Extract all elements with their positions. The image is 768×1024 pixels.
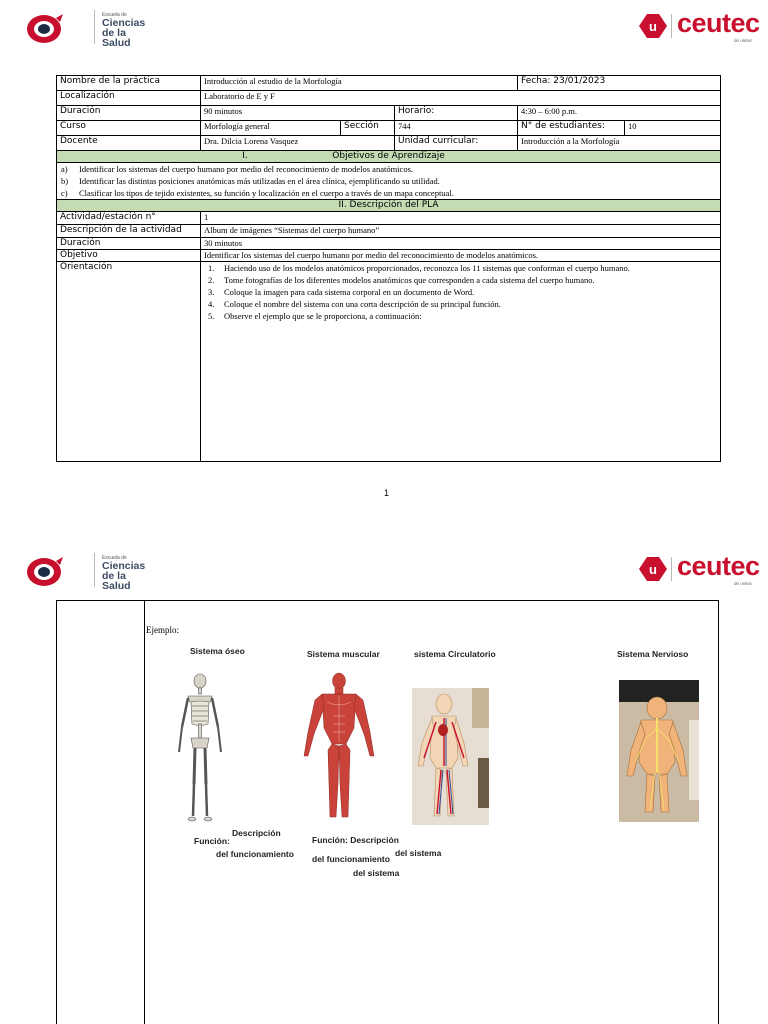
pla-duracion-value: 30 minutos [201, 238, 721, 250]
estudiantes-label: N° de estudiantes: [518, 121, 625, 136]
practice-table [56, 75, 721, 462]
orientacion-step: 5. Observe el ejemplo que se le proporciona, a continuación: [208, 311, 422, 321]
func2-d: del sistema [353, 868, 400, 878]
duracion-value: 90 minutos [201, 106, 395, 121]
circulatory-photo [412, 688, 489, 825]
curso-value: Morfología general [201, 121, 341, 136]
orientacion-step: 2. Tome fotografías de los diferentes modelos anatómicos que corresponden a cada sistema del cuerpo humano. [208, 275, 595, 285]
school-logo [26, 553, 146, 592]
func1-a: Función: [194, 836, 230, 846]
func1-b: Descripción [232, 828, 281, 838]
nervous-photo [619, 680, 699, 822]
school-emblem-icon [26, 555, 64, 588]
seccion-label: Sección [341, 121, 395, 136]
func2-c: del sistema [395, 848, 442, 858]
school-name-1: Ciencias [102, 560, 146, 572]
pla-duracion-label: Duración [57, 238, 201, 250]
practica-value: Introducción al estudio de la Morfología [201, 76, 518, 91]
ceutec-subtitle: de unitec [734, 581, 753, 586]
descripcion-value: Album de imágenes “Sistemas del cuerpo humano” [201, 225, 721, 238]
school-logo [26, 10, 146, 49]
descripcion-label: Descripción de la actividad [57, 225, 201, 238]
ceutec-emblem-icon [638, 555, 668, 583]
svg-text:u: u [649, 562, 657, 577]
ceutec-wordmark: ceutec [677, 551, 760, 581]
objetivo-value: Identificar los sistemas del cuerpo humano por medio del reconocimiento de modelos anatómicos. [201, 250, 721, 262]
seccion-value: 744 [395, 121, 518, 136]
fecha: Fecha: 23/01/2023 [518, 76, 721, 91]
pla-header: II. Descripción del PLA [57, 200, 721, 212]
horario-value: 4:30 – 6:00 p.m. [518, 106, 721, 121]
orientacion-steps [201, 262, 721, 462]
system-label-oseo: Sistema óseo [190, 646, 245, 656]
objetivos-num: I. [242, 151, 248, 161]
objetivo-item: b) Identificar las distintas posiciones anatómicas más utilizadas en el área clínica, ejemplificando su utilidad. [61, 176, 440, 186]
objetivo-item: a) Identificar los sistemas del cuerpo humano por medio del reconocimiento de modelos anatómicos. [61, 164, 414, 174]
muscular-image [302, 672, 376, 824]
actividad-value: 1 [201, 212, 721, 225]
skeleton-image [176, 672, 224, 824]
duracion-label: Duración [57, 106, 201, 121]
actividad-label: Actividad/estación n° [57, 212, 201, 225]
objetivos-title: Objetivos de Aprendizaje [332, 151, 445, 161]
school-name-2: de la Salud [102, 27, 131, 49]
horario-label: Horario: [395, 106, 518, 121]
estudiantes-value: 10 [625, 121, 721, 136]
system-label-muscular: Sistema muscular [307, 649, 380, 659]
unidad-label: Unidad curricular: [395, 136, 518, 151]
practica-label: Nombre de la práctica [57, 76, 201, 91]
orientacion-label: Orientación [57, 262, 201, 462]
ceutec-logo [638, 8, 760, 44]
ceutec-emblem-icon [638, 12, 668, 40]
objetivos-header [57, 151, 721, 163]
ceutec-wordmark: ceutec [677, 8, 760, 38]
system-label-circulatorio: sistema Circulatorio [414, 649, 496, 659]
ceutec-subtitle: de unitec [734, 38, 753, 43]
docente-value: Dra. Dilcia Lorena Vasquez [201, 136, 395, 151]
school-small-text: Escuela de [102, 12, 127, 18]
school-small-text: Escuela de [102, 555, 127, 561]
school-name-2: de la Salud [102, 570, 131, 592]
objetivo-item: c) Clasificar los tipos de tejido existentes, su función y localización en el cuerpo a través de un mapa conceptual. [61, 188, 454, 198]
orientacion-step: 4. Coloque el nombre del sistema con una corta descripción de su principal función. [208, 299, 501, 309]
localizacion-value: Laboratorio de E y F [201, 91, 721, 106]
orientacion-step: 3. Coloque la imagen para cada sistema corporal en un documento de Word. [208, 287, 475, 297]
objetivo-label: Objetivo [57, 250, 201, 262]
func1-c: del funcionamiento [216, 849, 294, 859]
page-number: 1 [384, 488, 390, 498]
func2-a: Función: Descripción [312, 835, 399, 845]
example-label: Ejemplo: [146, 625, 179, 635]
unidad-value: Introducción a la Morfología [518, 136, 721, 151]
school-name-1: Ciencias [102, 17, 146, 29]
func2-b: del funcionamiento [312, 854, 390, 864]
system-label-nervioso: Sistema Nervioso [617, 649, 689, 659]
orientacion-step: 1. Haciendo uso de los modelos anatómicos proporcionados, reconozca los 11 sistemas que conforman el cuerpo humano. [208, 263, 630, 273]
localizacion-label: Localización [57, 91, 201, 106]
docente-label: Docente [57, 136, 201, 151]
objetivos-list [57, 163, 721, 200]
curso-label: Curso [57, 121, 201, 136]
ceutec-logo [638, 551, 760, 587]
svg-text:u: u [649, 19, 657, 34]
school-emblem-icon [26, 12, 64, 45]
